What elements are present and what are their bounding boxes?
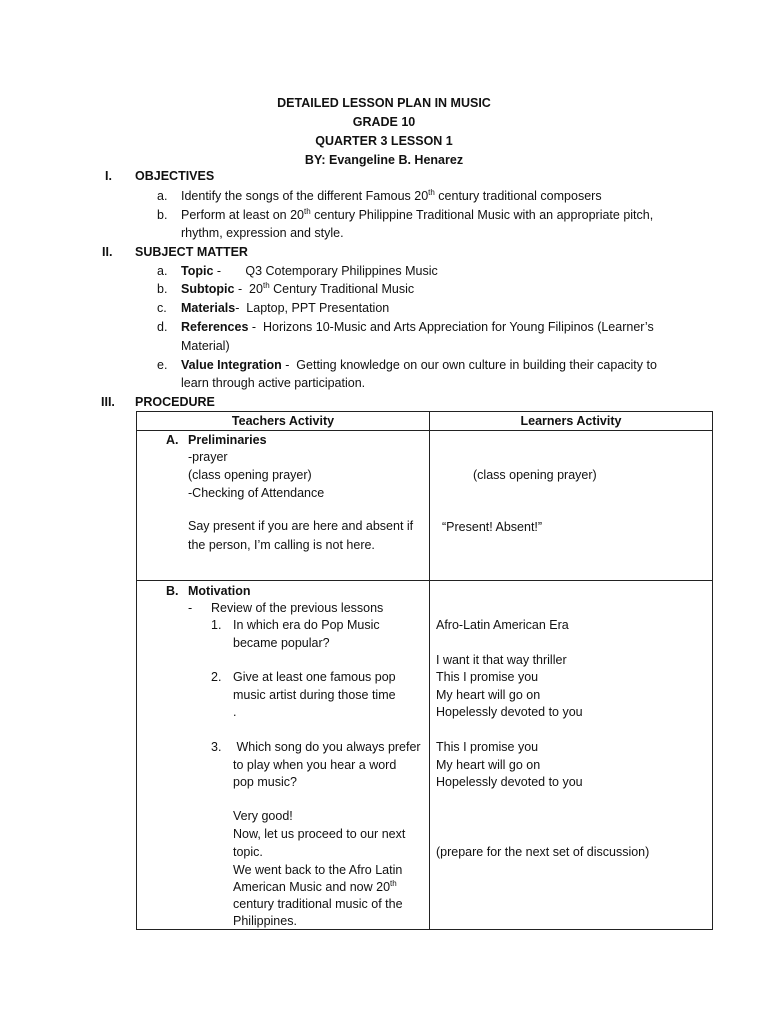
topic-letter: a. xyxy=(157,264,168,278)
materials-item: Materials- Laptop, PPT Presentation xyxy=(181,301,390,315)
value-integration-item-line2: learn through active participation. xyxy=(181,376,366,390)
went-back-line1: We went back to the Afro Latin xyxy=(233,863,403,877)
very-good-text: Very good! xyxy=(233,809,293,823)
preliminaries-letter: A. xyxy=(166,433,179,447)
preliminaries-teacher-cell xyxy=(137,431,430,581)
question-3-number: 3. xyxy=(211,740,222,754)
objective-a-letter: a. xyxy=(157,189,168,203)
document-header xyxy=(0,94,768,170)
answer-4: (prepare for the next set of discussion) xyxy=(436,845,650,859)
went-back-line2: American Music and now 20th xyxy=(233,878,397,894)
review-text: Review of the previous lessons xyxy=(211,601,384,615)
topic-item: Topic - Q3 Cotemporary Philippines Music xyxy=(181,264,438,278)
subtopic-item: Subtopic - 20th Century Traditional Music xyxy=(181,280,415,296)
objective-b-text: Perform at least on 20th century Philippine Traditional Music with an appropriate pitch, xyxy=(181,206,654,222)
question-3-line3: pop music? xyxy=(233,775,297,789)
answer-3-line1: This I promise you xyxy=(436,740,539,754)
doc-grade: GRADE 10 xyxy=(352,115,416,129)
references-letter: d. xyxy=(157,320,168,334)
objective-b-text-line2: rhythm, expression and style. xyxy=(181,226,344,240)
references-item: References - Horizons 10-Music and Arts Appreciation for Young Filipinos (Learner’s xyxy=(181,320,654,334)
prelim-prayer: -prayer xyxy=(188,450,228,464)
answer-1: Afro-Latin American Era xyxy=(436,618,569,632)
subject-matter-heading: SUBJECT MATTER xyxy=(135,245,248,259)
learner-opening-prayer: (class opening prayer) xyxy=(473,468,597,482)
objective-a-text: Identify the songs of the different Famous 20th century traditional composers xyxy=(181,187,602,203)
question-1-number: 1. xyxy=(211,618,222,632)
table-header-row xyxy=(137,412,713,431)
objective-b-letter: b. xyxy=(157,208,168,222)
motivation-letter: B. xyxy=(166,584,179,598)
question-1-line2: became popular? xyxy=(233,636,330,650)
review-dash: - xyxy=(188,601,193,615)
subject-matter-numeral: II. xyxy=(102,245,113,259)
procedure-table xyxy=(136,411,713,930)
proceed-line1: Now, let us proceed to our next xyxy=(233,827,406,841)
prelim-instruction-line1: Say present if you are here and absent if xyxy=(188,519,414,533)
question-2-line1: Give at least one famous pop xyxy=(233,670,396,684)
teachers-activity-header: Teachers Activity xyxy=(137,412,430,431)
doc-quarter: QUARTER 3 LESSON 1 xyxy=(315,134,453,148)
value-integration-letter: e. xyxy=(157,358,168,372)
learners-activity-header: Learners Activity xyxy=(430,412,713,431)
question-2-number: 2. xyxy=(211,670,222,684)
question-1-line1: In which era do Pop Music xyxy=(233,618,380,632)
prelim-attendance: -Checking of Attendance xyxy=(188,486,325,500)
learner-present-response: “Present! Absent!” xyxy=(442,520,543,534)
proceed-line2: topic. xyxy=(233,845,263,859)
motivation-learner-cell xyxy=(430,581,713,930)
doc-title: DETAILED LESSON PLAN IN MUSIC xyxy=(277,96,491,110)
materials-letter: c. xyxy=(157,301,167,315)
objectives-heading: OBJECTIVES xyxy=(135,169,215,183)
procedure-heading: PROCEDURE xyxy=(135,395,215,409)
question-2-line2: music artist during those time xyxy=(233,688,396,702)
value-integration-item: Value Integration - Getting knowledge on our own culture in building their capacity to xyxy=(181,358,657,372)
subtopic-letter: b. xyxy=(157,282,168,296)
references-item-line2: Material) xyxy=(181,339,230,353)
motivation-title: Motivation xyxy=(188,584,251,598)
answer-3-line2: My heart will go on xyxy=(436,758,541,772)
went-back-line3: century traditional music of the xyxy=(233,897,403,911)
question-3-line2: to play when you hear a word xyxy=(233,758,397,772)
objectives-numeral: I. xyxy=(105,169,112,183)
prelim-instruction-line2: the person, I’m calling is not here. xyxy=(188,538,375,552)
doc-author: BY: Evangeline B. Henarez xyxy=(304,153,464,167)
went-back-line4: Philippines. xyxy=(233,914,297,928)
table-row xyxy=(137,431,713,581)
preliminaries-title: Preliminaries xyxy=(188,433,267,447)
answer-2-line3: My heart will go on xyxy=(436,688,541,702)
answer-3-line3: Hopelessly devoted to you xyxy=(436,775,583,789)
preliminaries-learner-cell xyxy=(430,431,713,581)
prelim-opening-prayer: (class opening prayer) xyxy=(188,468,312,482)
question-3-line1: Which song do you always prefer xyxy=(233,740,421,754)
motivation-teacher-cell xyxy=(137,581,430,930)
answer-2-line4: Hopelessly devoted to you xyxy=(436,705,583,719)
procedure-numeral: III. xyxy=(101,395,115,409)
answer-2-line1: I want it that way thriller xyxy=(436,653,567,667)
table-row xyxy=(137,581,713,930)
stray-period: . xyxy=(233,705,237,719)
answer-2-line2: This I promise you xyxy=(436,670,539,684)
